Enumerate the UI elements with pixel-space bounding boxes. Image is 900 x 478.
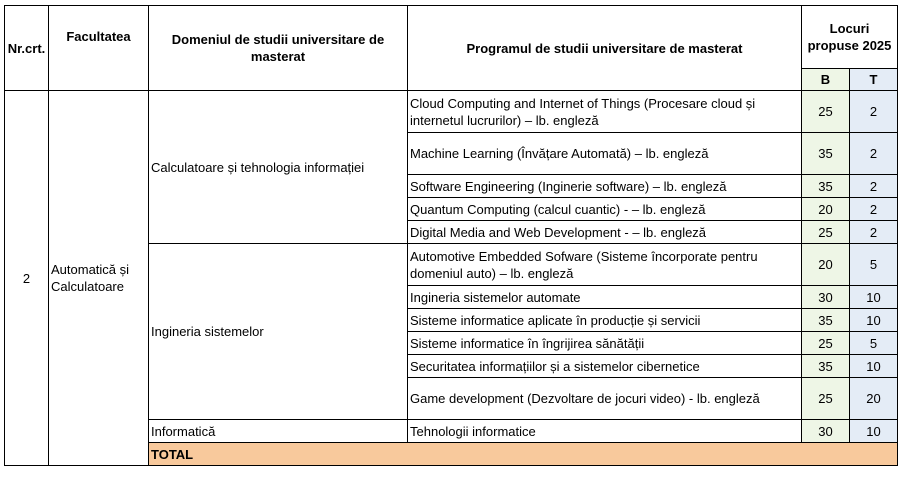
t-cell: 2 [850,198,898,221]
program-cell: Cloud Computing and Internet of Things (Procesare cloud și internetul lucrurilor) – lb. engleză [408,91,802,133]
t-cell: 10 [850,309,898,332]
program-cell: Game development (Dezvoltare de jocuri video) - lb. engleză [408,378,802,420]
header-nr: Nr.crt. [5,6,49,91]
b-cell: 20 [802,198,850,221]
program-cell: Machine Learning (Învățare Automată) – lb. engleză [408,133,802,175]
domain-cell: Informatică [149,420,408,443]
t-cell: 2 [850,221,898,244]
program-cell: Automotive Embedded Sofware (Sisteme încorporate pentru domeniul auto) – lb. engleză [408,244,802,286]
facultate-cell: Automatică și Calculatoare [49,91,149,466]
b-cell: 25 [802,221,850,244]
program-cell: Securitatea informațiilor și a sistemelor cibernetice [408,355,802,378]
b-cell: 20 [802,244,850,286]
b-cell: 35 [802,175,850,198]
b-cell: 25 [802,91,850,133]
header-domeniu: Domeniul de studii universitare de masterat [149,6,408,91]
b-cell: 30 [802,420,850,443]
total-label: TOTAL [149,443,898,466]
program-cell: Ingineria sistemelor automate [408,286,802,309]
b-cell: 35 [802,355,850,378]
masters-places-table [4,5,898,466]
nr-cell: 2 [5,91,49,466]
header-program: Programul de studii universitare de masterat [408,6,802,91]
header-facultate: Facultatea [49,6,149,91]
header-b: B [802,69,850,91]
program-cell: Sisteme informatice aplicate în producție și servicii [408,309,802,332]
b-cell: 25 [802,332,850,355]
t-cell: 2 [850,133,898,175]
program-cell: Software Engineering (Inginerie software) – lb. engleză [408,175,802,198]
domain-cell: Ingineria sistemelor [149,244,408,420]
b-cell: 25 [802,378,850,420]
header-locuri: Locuri propuse 2025 [802,6,898,69]
b-cell: 30 [802,286,850,309]
t-cell: 10 [850,355,898,378]
header-t: T [850,69,898,91]
t-cell: 10 [850,286,898,309]
t-cell: 10 [850,420,898,443]
t-cell: 2 [850,175,898,198]
table-row [5,91,898,133]
t-cell: 5 [850,332,898,355]
t-cell: 2 [850,91,898,133]
program-cell: Sisteme informatice în îngrijirea sănătății [408,332,802,355]
b-cell: 35 [802,309,850,332]
program-cell: Digital Media and Web Development - – lb. engleză [408,221,802,244]
t-cell: 5 [850,244,898,286]
b-cell: 35 [802,133,850,175]
t-cell: 20 [850,378,898,420]
domain-cell: Calculatoare și tehnologia informației [149,91,408,244]
program-cell: Quantum Computing (calcul cuantic) - – lb. engleză [408,198,802,221]
program-cell: Tehnologii informatice [408,420,802,443]
